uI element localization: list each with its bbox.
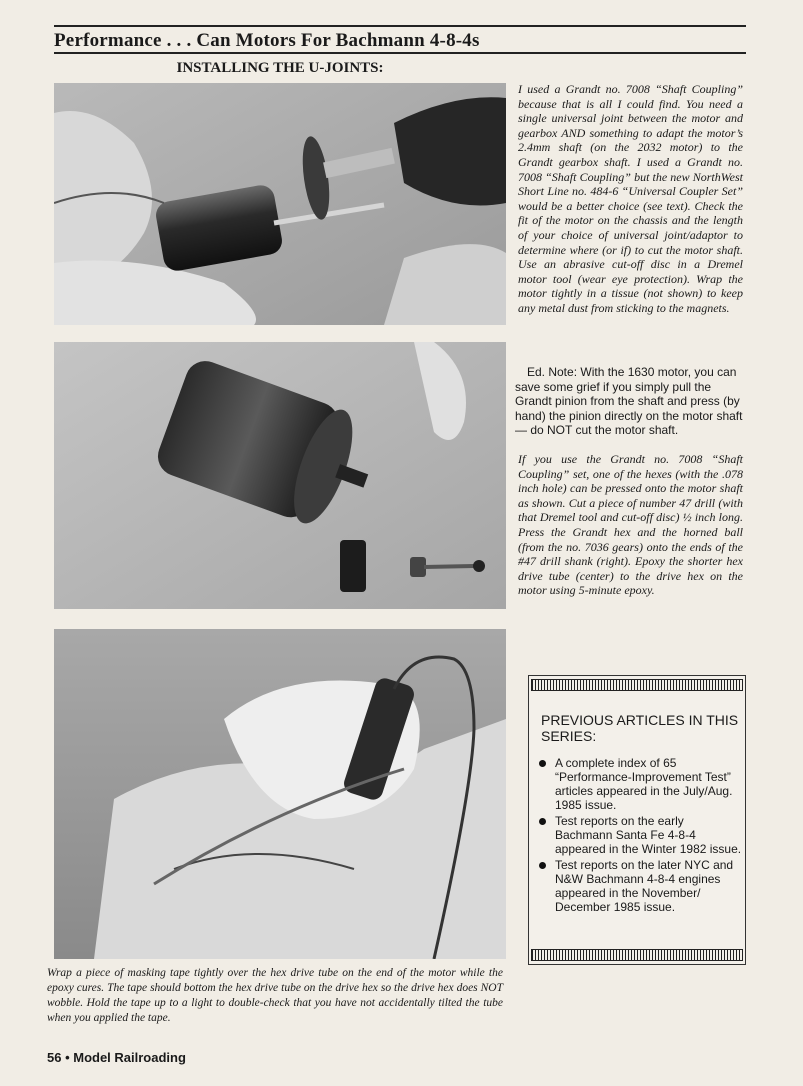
caption-taping: Wrap a piece of masking tape tightly over the hex drive tube on the end of the motor while the epoxy cures. The tape should bottom the hex drive tube on the drive hex so the drive hex does NOT wobble. Hold the tape up to a light to double-check that you have not accidentally tilted the tube when you applied the tape.: [47, 967, 503, 1024]
header-rule-bottom: [54, 52, 746, 54]
list-item: [537, 814, 743, 856]
sidebar-item-text: Test reports on the early Bachmann Santa Fe 4-8-4 appeared in the Winter 1982 issue.: [555, 814, 742, 856]
photo-taping-drive-tube-image: [54, 629, 506, 959]
previous-articles-sidebar: [528, 675, 746, 965]
sidebar-item-text: Test reports on the later NYC and N&W Bachmann 4-8-4 engines appeared in the November/ December 1985 issue.: [555, 858, 734, 914]
sidebar-list: [537, 756, 743, 916]
photo-motor-and-parts-image: [54, 342, 506, 609]
bullet-icon: [539, 862, 546, 869]
sidebar-hatch-top: [531, 679, 743, 691]
photo-taping-drive-tube: [54, 629, 506, 959]
bullet-icon: [539, 760, 546, 767]
photo-cutting-motor-shaft: [54, 83, 506, 325]
sidebar-hatch-bottom: [531, 949, 743, 961]
caption-hex-drive-assembly: If you use the Grandt no. 7008 “Shaft Coupling” set, one of the hexes (with the .078 inch hole) can be pressed onto the motor shaft as shown. Cut a piece of number 47 drill (with that Dremel tool and cut-off disc) ½ inch long. Press the Grandt hex and the horned ball (from the no. 7036 gears) onto the ends of the #47 drill shank (right). Epoxy the shorter hex drive tube (center) to the drive hex on the motor using 5-minute epoxy.: [518, 452, 743, 598]
page-header-title: Performance . . . Can Motors For Bachmann 4-8-4s: [54, 30, 480, 51]
sidebar-item-text: A complete index of 65 “Performance-Improvement Test” articles appeared in the July/Aug. 1985 issue.: [555, 756, 733, 812]
section-heading: INSTALLING THE U-JOINTS:: [176, 60, 384, 76]
editor-note: Ed. Note: With the 1630 motor, you can save some grief if you simply pull the Grandt pinion from the shaft and press (by hand) the pinion directly on the motor shaft — do NOT cut the motor shaft.: [515, 365, 743, 437]
photo-motor-and-parts: [54, 342, 506, 609]
list-item: [537, 756, 743, 812]
photo-cutting-motor-shaft-image: [54, 83, 506, 325]
page-footer: 56 • Model Railroading: [47, 1050, 186, 1065]
list-item: [537, 858, 743, 914]
header-rule-top: [54, 25, 746, 27]
bullet-icon: [539, 818, 546, 825]
sidebar-title: PREVIOUS ARTICLES IN THIS SERIES:: [541, 712, 739, 744]
caption-cutting-shaft: I used a Grandt no. 7008 “Shaft Coupling” because that is all I could find. You need a single universal joint between the motor and gearbox AND something to adapt the motor’s 2.4mm shaft (on the 2032 motor) to the Grandt gearbox shaft. I used a Grandt no. 7008 “Shaft Coupling” but the new NorthWest Short Line no. 484-6 “Universal Coupler Set” would be a better choice (see text). Check the fit of the motor on the chassis and the length of your choice of universal joint/adaptor to determine where (or if) to cut the motor shaft. Use an abrasive cut-off disc in a Dremel motor tool (wear eye protection). Wrap the motor tightly in a tissue (not shown) to keep any metal dust from sticking to the magnets.: [518, 82, 743, 315]
